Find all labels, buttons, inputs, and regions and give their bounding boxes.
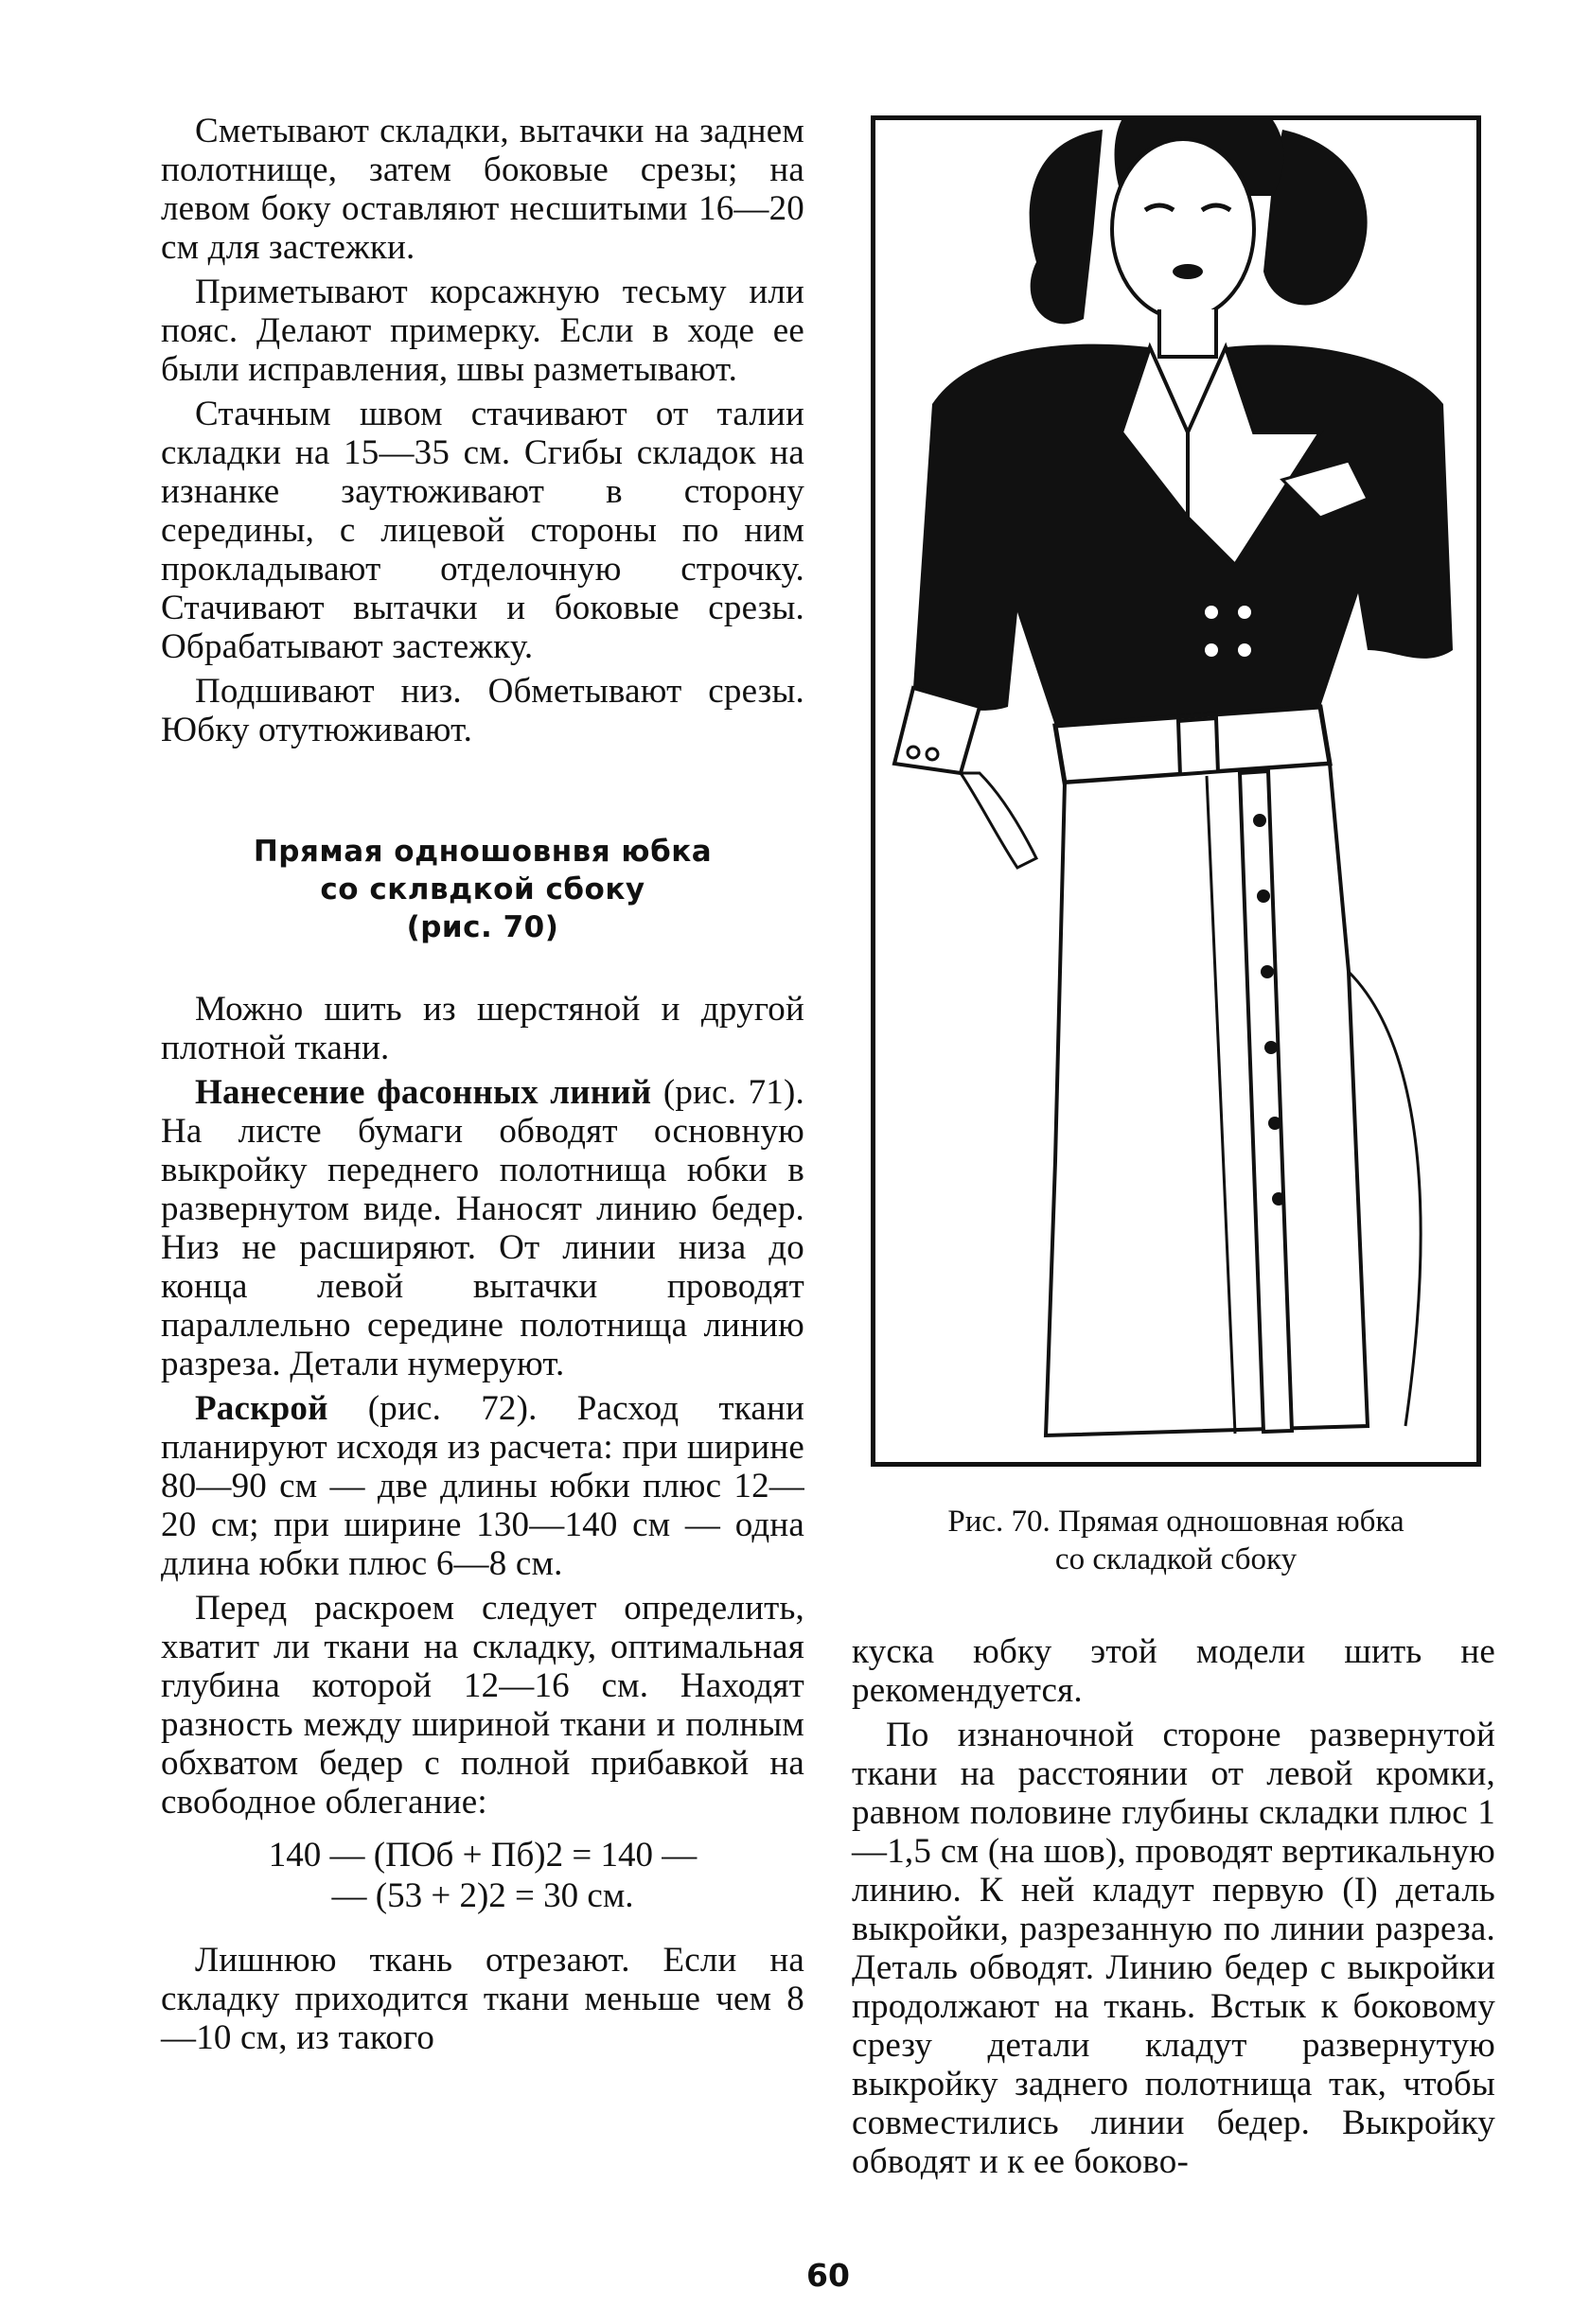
paragraph-before-formula: Перед раскроем следует определить, хватит ли ткани на складку, оптимальная глубина которой 12—16 см. Находят разность между шириной ткани и полным обхватом бедер с полной прибавкой на свободное облегание:	[161, 1589, 804, 1822]
paragraph-style-lines	[161, 1073, 804, 1383]
cutting-title: Раскрой	[195, 1389, 328, 1428]
caption-line-2: со складкой сбоку	[1054, 1542, 1298, 1576]
caption-line-1: Рис. 70. Прямая одношовная юбка	[947, 1505, 1404, 1539]
figure-caption	[857, 1503, 1495, 1578]
paragraph-after-formula: Лишнюю ткань отрезают. Если на складку приходится ткани меньше чем 8—10 см, из такого	[161, 1941, 804, 2057]
section-heading	[161, 833, 804, 946]
paragraph-cutting	[161, 1389, 804, 1583]
paragraph-fitting: Приметывают корсажную тесьму или пояс. Делают примерку. Если в ходе ее были исправления, швы разметывают.	[161, 273, 804, 389]
paragraph-finishing: Подшивают низ. Обметывают срезы. Юбку отутюживают.	[161, 672, 804, 749]
formula-line-2: — (53 + 2)2 = 30 см.	[331, 1876, 634, 1915]
page-number: 60	[806, 2257, 850, 2294]
style-lines-title: Нанесение фасонных линий	[195, 1073, 652, 1112]
paragraph-intro: Можно шить из шерстяной и другой плотной ткани.	[161, 990, 804, 1067]
formula	[161, 1835, 804, 1916]
cutting-text: (рис. 72). Расход ткани планируют исходя из расчета: при ширине 80—90 см — две длины юбки плюс 12—20 см; при ширине 130—140 см — одна длина юбки плюс 6—8 см.	[161, 1389, 804, 1583]
fashion-illustration	[871, 115, 1481, 1467]
heading-line-3: (рис. 70)	[406, 910, 559, 944]
paragraph-stitching: Стачным швом стачивают от талии складки на 15—35 см. Сгибы складок на изнанке заутюживают в сторону середины, с лицевой стороны по ним прокладывают отделочную строчку. Стачивают вытачки и боковые срезы. Обрабатывают застежку.	[161, 395, 804, 666]
paragraph-basting: Сметывают складки, вытачки на заднем полотнище, затем боковые срезы; на левом боку оставляют несшитыми 16—20 см для застежки.	[161, 112, 804, 267]
left-column	[161, 112, 804, 2063]
paragraph-continuation: куска юбку этой модели шить не рекомендуется.	[852, 1632, 1495, 1710]
heading-line-1: Прямая одношовнвя юбка	[253, 835, 713, 869]
formula-line-1: 140 — (ПОб + Пб)2 = 140 —	[268, 1836, 698, 1875]
right-column	[852, 1632, 1495, 2187]
style-lines-text: (рис. 71). На листе бумаги обводят основную выкройку переднего полотнища юбки в развернутом виде. Наносят линию бедер. Низ не расширяют. От линии низа до конца левой вытачки проводят параллельно середине полотнища линию разреза. Детали нумеруют.	[161, 1073, 804, 1383]
woman-in-skirt-drawing	[875, 120, 1476, 1462]
heading-line-2: со склвдкой сбоку	[320, 872, 645, 907]
paragraph-layout-instructions: По изнаночной стороне развернутой ткани на расстоянии от левой кромки, равном половине глубины складки плюс 1—1,5 см (на шов), проводят вертикальную линию. К ней кладут первую (I) деталь выкройки, разрезанную по линии разреза. Деталь обводят. Линию бедер с выкройки продолжают на ткань. Встык к боковому срезу детали кладут развернутую выкройку заднего полотнища так, чтобы совместились линии бедер. Выкройку обводят и к ее боково-	[852, 1716, 1495, 2181]
